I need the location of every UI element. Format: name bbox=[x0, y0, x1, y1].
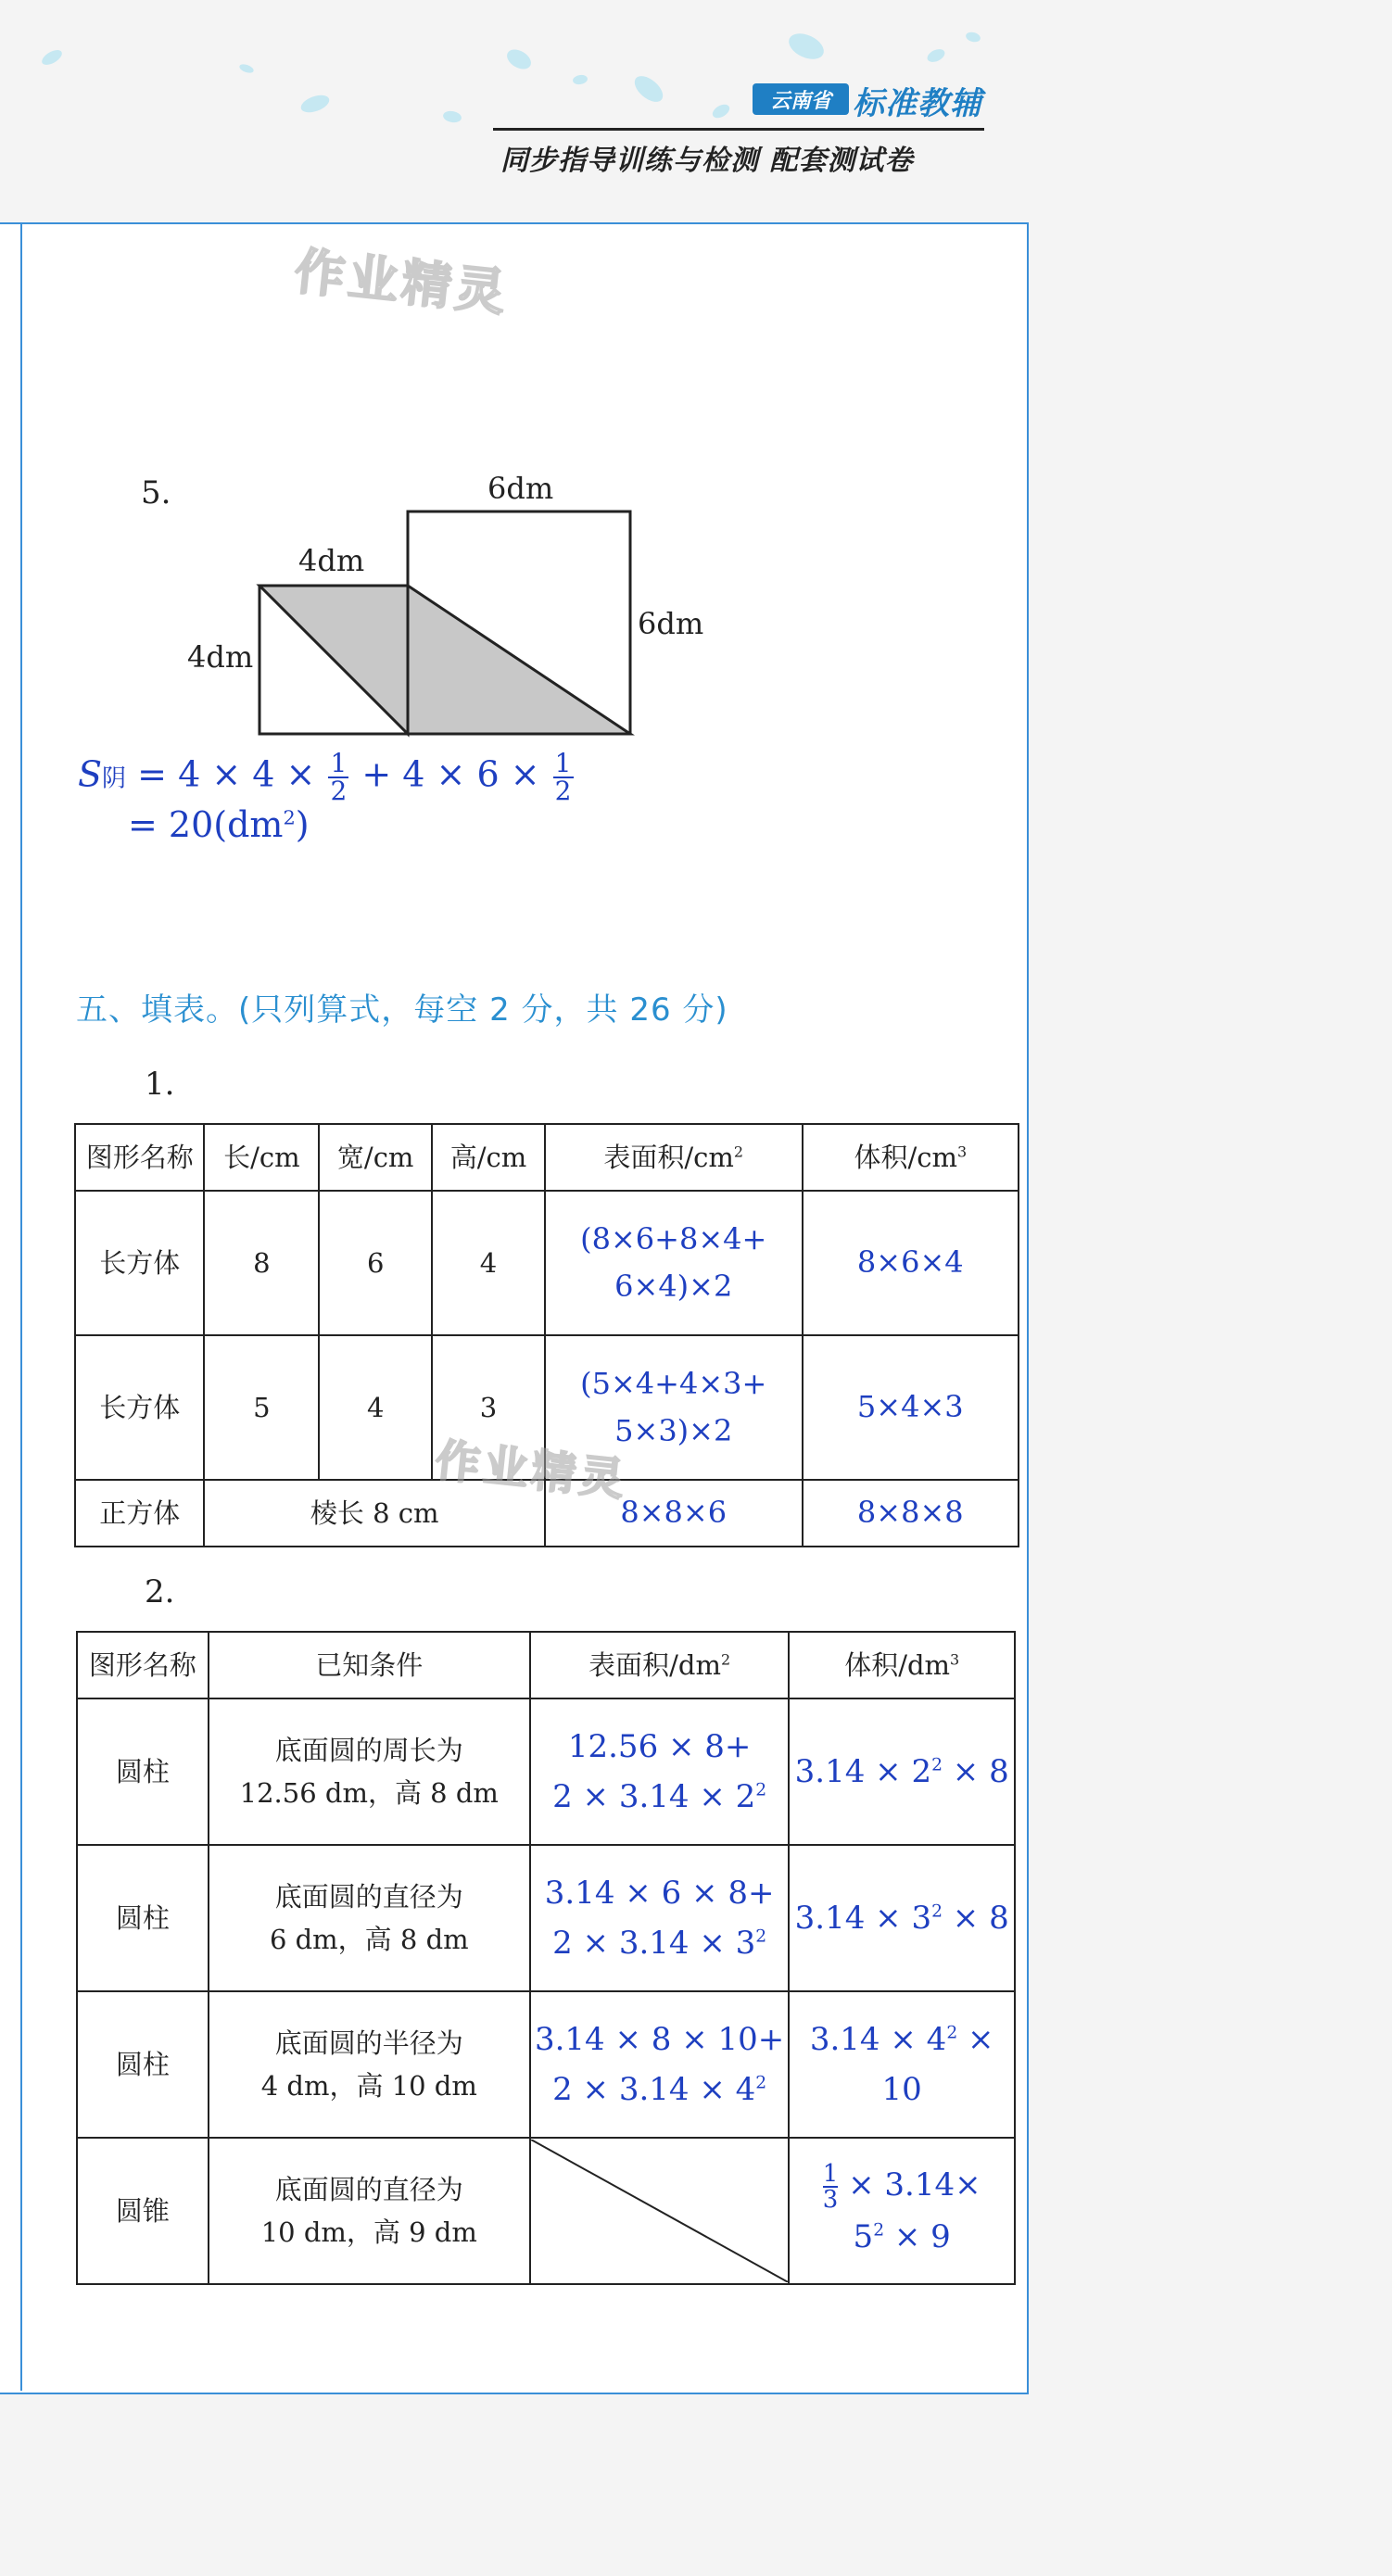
shaded-triangle-right bbox=[408, 586, 630, 734]
brand-name: 标准教辅 bbox=[853, 85, 982, 122]
fraction-third: $\frac{1}{3}$ bbox=[822, 2159, 839, 2214]
header-cell: 图形名称 bbox=[75, 1124, 204, 1191]
diagonal-slash-cell bbox=[530, 2138, 789, 2284]
area-subscript: 阴 bbox=[102, 764, 127, 793]
watermark: 作业精灵 bbox=[291, 242, 513, 322]
frame-margin-line bbox=[20, 222, 22, 2391]
table-row: 圆锥 底面圆的直径为 10 dm，高 9 dm $\frac{1}{3}$ × 3.14× $5^2 \times 9$ bbox=[77, 2138, 1015, 2284]
formula-part-b: + 4 × 6 × bbox=[361, 753, 540, 795]
question-number: 2. bbox=[145, 1573, 175, 1610]
header-divider bbox=[493, 128, 984, 131]
fraction-half: $\frac{1}{2}$ bbox=[554, 748, 572, 806]
header-cell: 体积$/cm^3$ bbox=[803, 1124, 1019, 1191]
table-row: 正方体 棱长 8 cm 8×8×6 8×8×8 bbox=[75, 1480, 1019, 1547]
header-cell: 已知条件 bbox=[209, 1632, 530, 1698]
dim-label-large-top: 6dm bbox=[487, 471, 554, 506]
watermark: 作业精灵 bbox=[433, 1434, 630, 1507]
question-number: 5. bbox=[141, 474, 171, 511]
area-formula-line2: = $20(dm^2)$ bbox=[128, 804, 310, 845]
table-header-row bbox=[75, 1124, 1019, 1191]
series-title: 同步指导训练与检测 配套测试卷 bbox=[500, 145, 914, 177]
shaded-area-figure bbox=[250, 500, 639, 741]
brand-badge: 云南省 bbox=[753, 83, 849, 115]
table-header-row bbox=[77, 1632, 1015, 1698]
shaded-triangle-left bbox=[259, 586, 408, 734]
table-row: 长方体 5 4 3 (5×4+4×3+ 5×3)×2 5×4×3 bbox=[75, 1335, 1019, 1480]
formula-part-a: = 4 × 4 × bbox=[137, 753, 316, 795]
table-row: 圆柱 底面圆的周长为 12.56 dm，高 8 dm 12.56 × 8+ $2 \times 3.14 \times 2^2$ $3.14 \times 2^2 \times 8$ bbox=[77, 1698, 1015, 1845]
dim-label-small-left: 4dm bbox=[187, 639, 254, 675]
diagonal-slash bbox=[531, 2140, 788, 2282]
fraction-half: $\frac{1}{2}$ bbox=[330, 748, 348, 806]
table-row: 圆柱 底面圆的半径为 4 dm，高 10 dm 3.14 × 8 × 10+ $2 \times 3.14 \times 4^2$ $3.14 \times 4^2 \times 10$ bbox=[77, 1991, 1015, 2138]
area-formula-line1 bbox=[78, 748, 576, 806]
dim-label-large-right: 6dm bbox=[638, 606, 704, 641]
header-cell: 体积$/dm^3$ bbox=[789, 1632, 1015, 1698]
header-cell: 长/cm bbox=[204, 1124, 319, 1191]
area-symbol: S bbox=[78, 753, 103, 795]
header-cell: 表面积$/cm^2$ bbox=[545, 1124, 803, 1191]
cylinder-cone-table bbox=[76, 1631, 1016, 2285]
header-cell: 图形名称 bbox=[77, 1632, 209, 1698]
header-cell: 表面积$/dm^2$ bbox=[530, 1632, 789, 1698]
header-cell: 宽/cm bbox=[319, 1124, 432, 1191]
header-cell: 高/cm bbox=[432, 1124, 545, 1191]
question-number: 1. bbox=[145, 1066, 175, 1103]
section-title: 五、填表。(只列算式，每空 2 分，共 26 分) bbox=[76, 991, 728, 1029]
table-row: 圆柱 底面圆的直径为 6 dm，高 8 dm 3.14 × 6 × 8+ $2 \times 3.14 \times 3^2$ $3.14 \times 3^2 \times 8$ bbox=[77, 1845, 1015, 1991]
dim-label-small-top: 4dm bbox=[298, 543, 365, 578]
table-row: 长方体 8 6 4 (8×6+8×4+ 6×4)×2 8×6×4 bbox=[75, 1191, 1019, 1335]
